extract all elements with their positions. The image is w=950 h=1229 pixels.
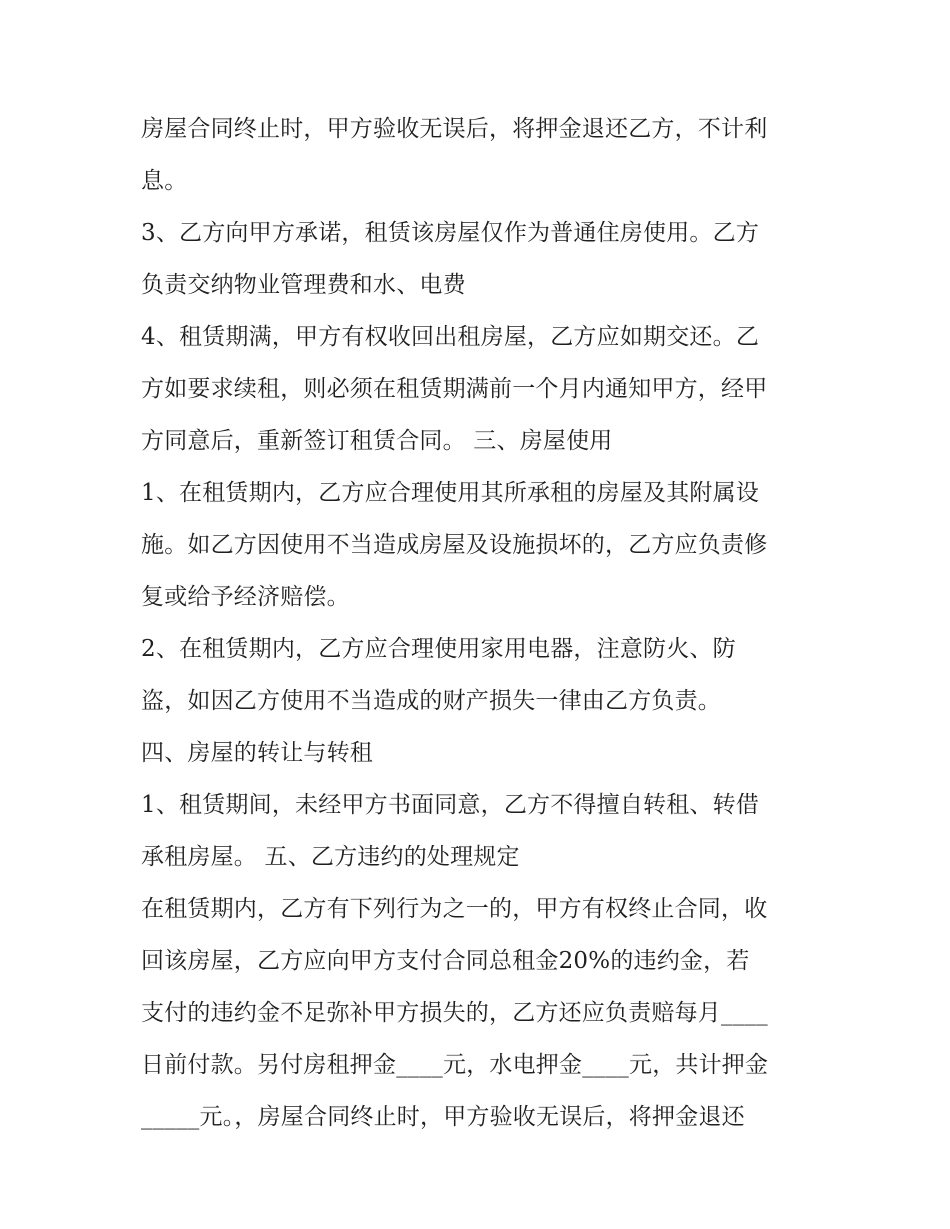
text-line-12: 盗，如因乙方使用不当造成的财产损失一律由乙方负责。 [141, 688, 721, 714]
text-line-9: 施。如乙方因使用不当造成房屋及设施损坏的，乙方应负责修 [141, 532, 768, 558]
text-line-13: 四、房屋的转让与转租 [141, 740, 373, 766]
text-line-10: 复或给予经济赔偿。 [141, 584, 350, 610]
text-line-3: 3、乙方向甲方承诺，租赁该房屋仅作为普通住房使用。乙方 [141, 220, 760, 246]
text-line-20: _____元。，房屋合同终止时，甲方验收无误后，将押金退还 [141, 1104, 745, 1130]
text-line-16: 在租赁期内，乙方有下列行为之一的，甲方有权终止合同，收 [141, 896, 768, 922]
text-line-14: 1、租赁期间，未经甲方书面同意，乙方不得擅自转租、转借 [141, 792, 760, 818]
text-line-17: 回该房屋，乙方应向甲方支付合同总租金20%的违约金，若 [141, 948, 750, 974]
contract-text-body [141, 103, 821, 1143]
text-line-8: 1、在租赁期内，乙方应合理使用其所承租的房屋及其附属设 [141, 480, 760, 506]
text-line-11: 2、在租赁期内，乙方应合理使用家用电器，注意防火、防 [141, 636, 736, 662]
text-line-15: 承租房屋。 五、乙方违约的处理规定 [141, 844, 520, 870]
text-line-6: 方如要求续租，则必须在租赁期满前一个月内通知甲方，经甲 [141, 376, 768, 402]
text-line-18: 支付的违约金不足弥补甲方损失的，乙方还应负责赔每月____ [141, 1000, 768, 1026]
text-line-2: 息。 [141, 168, 188, 194]
text-line-5: 4、租赁期满，甲方有权收回出租房屋，乙方应如期交还。乙 [141, 324, 760, 350]
text-line-7: 方同意后，重新签订租赁合同。 三、房屋使用 [141, 428, 613, 454]
text-line-1: 房屋合同终止时，甲方验收无误后，将押金退还乙方，不计利 [141, 116, 768, 142]
text-line-4: 负责交纳物业管理费和水、电费 [141, 272, 466, 298]
text-line-19: 日前付款。另付房租押金____元，水电押金____元，共计押金 [141, 1052, 769, 1078]
